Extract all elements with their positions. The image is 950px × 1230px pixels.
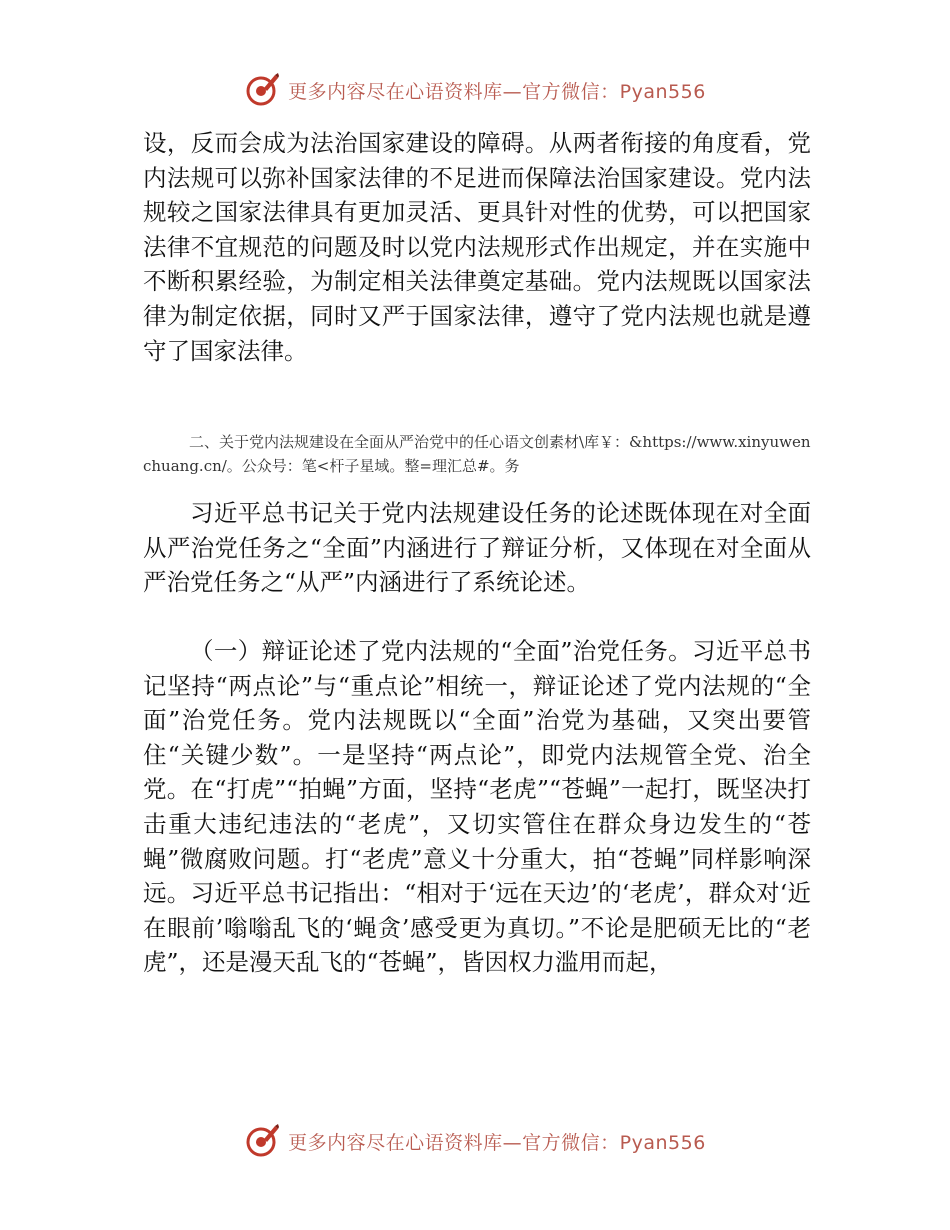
pen-logo-icon (244, 72, 280, 108)
body-paragraph-2: 习近平总书记关于党内法规建设任务的论述既体现在对全面从严治党任务之“全面”内涵进行了辩证分析，又体现在对全面从严治党任务之“从严”内涵进行了系统论述。 (143, 499, 811, 597)
header-watermark-banner (0, 70, 950, 110)
body-paragraph-3: （一）辩证论述了党内法规的“全面”治党任务。习近平总书记坚持“两点论”与“重点论”相统一，辩证论述了党内法规的“全面”治党任务。党内法规既以“全面”治党为基础，又突出要管住“关键少数”。一是坚持“两点论”，即党内法规管全党、治全党。在“打虎”“拍蝇”方面，坚持“老虎”“苍蝇”一起打，既坚决打击重大违纪违法的“老虎”，又切实管住在群众身边发生的“苍蝇”微腐败问题。打“老虎”意义十分重大，拍“苍蝇”同样影响深远。习近平总书记指出：“相对于‘远在天边’的‘老虎’，群众对‘近在眼前’嗡嗡乱飞的‘蝇贪’感受更为真切。”不论是肥硕无比的“老虎”，还是漫天乱飞的“苍蝇”，皆因权力滥用而起， (143, 637, 811, 977)
banner-text: 更多内容尽在心语资料库—官方微信：Pyan556 (288, 1131, 706, 1154)
footer-watermark-banner (0, 1121, 950, 1161)
body-paragraph-1: 设，反而会成为法治国家建设的障碍。从两者衔接的角度看，党内法规可以弥补国家法律的不足进而保障法治国家建设。党内法规较之国家法律具有更加灵活、更具针对性的优势，可以把国家法律不宜规范的问题及时以党内法规形式作出规定，并在实施中不断积累经验，为制定相关法律奠定基础。党内法规既以国家法律为制定依据，同时又严于国家法律，遵守了党内法规也就是遵守了国家法律。 (143, 129, 811, 365)
pen-logo-icon (244, 1123, 280, 1159)
section-heading: 二、关于党内法规建设在全面从严治党中的任心语文创素材\库￥：&https://www.xinyuwenchuang.cn/。公众号：笔<杆子星域。整=理汇总#。务 (143, 433, 811, 475)
banner-text: 更多内容尽在心语资料库—官方微信：Pyan556 (288, 80, 706, 103)
